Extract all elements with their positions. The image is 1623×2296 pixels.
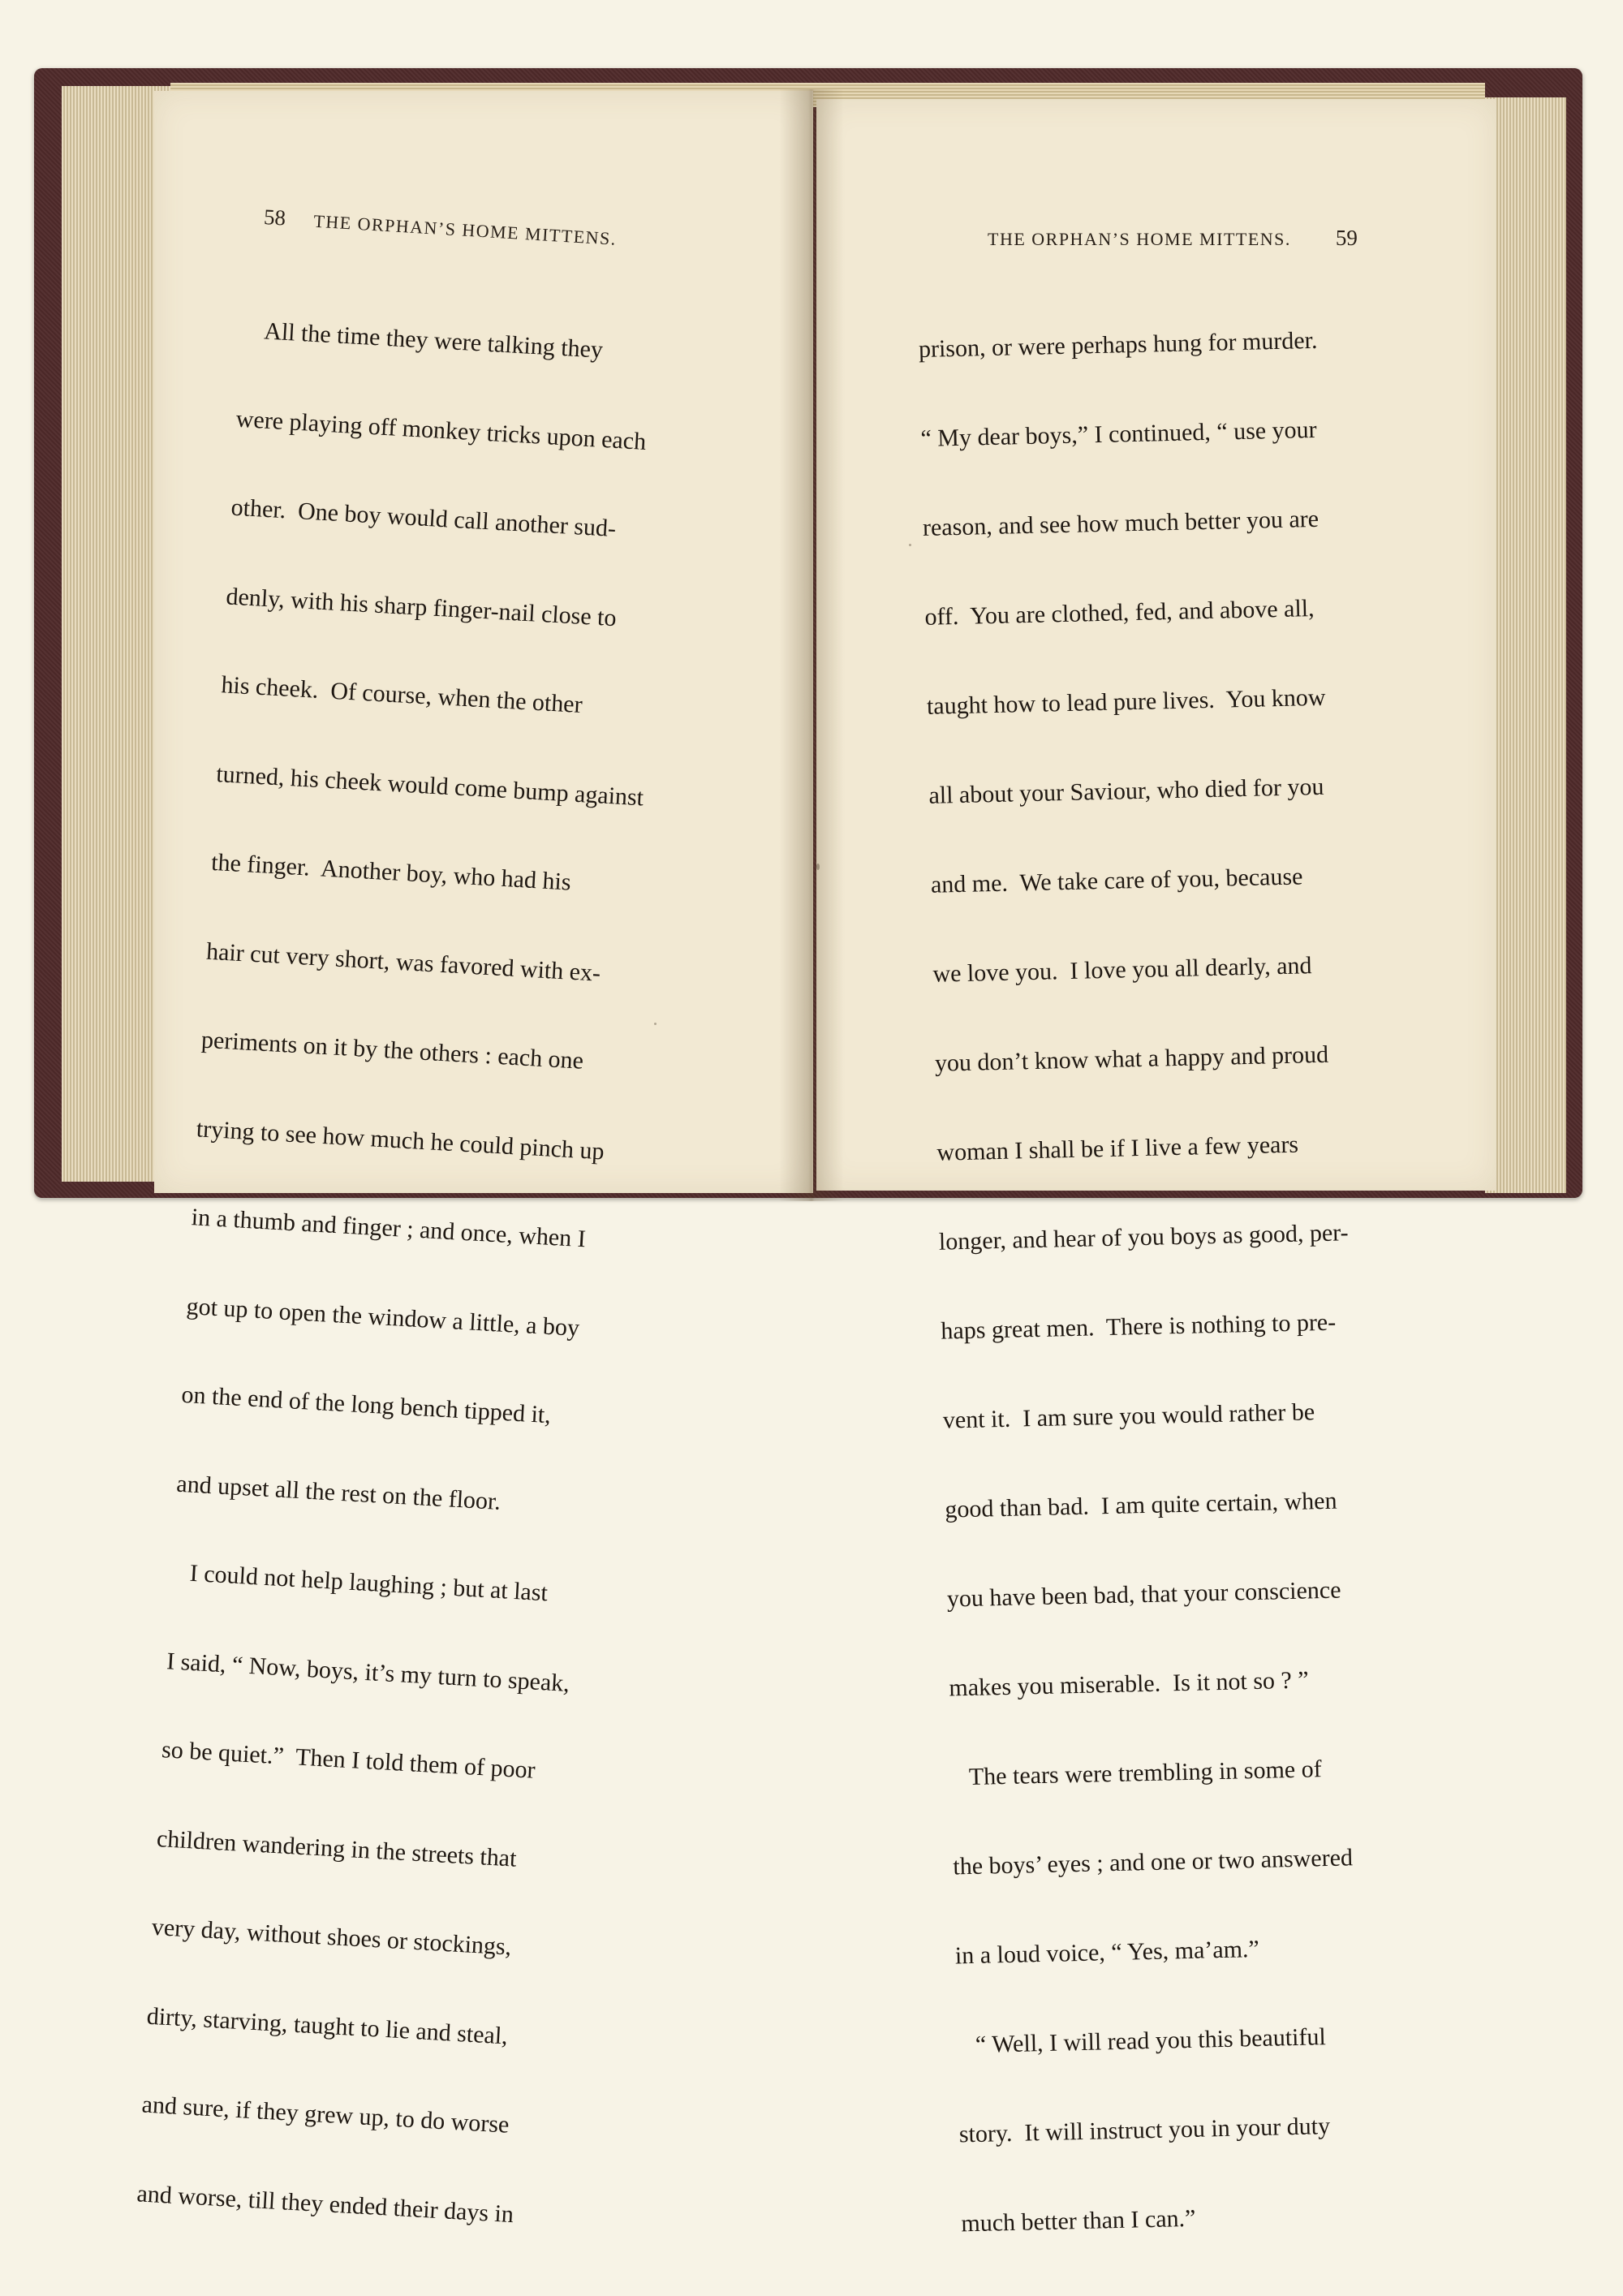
text-line: I said, “ Now, boys, it’s my turn to speak,	[166, 1647, 570, 1697]
text-line: all about your Saviour, who died for you	[928, 773, 1324, 809]
text-line: vent it. I am sure you would rather be	[942, 1398, 1315, 1434]
right-page-header	[988, 226, 1393, 251]
text-line: denly, with his sharp finger-nail close to	[225, 582, 618, 631]
text-line: All the time they were talking they	[240, 316, 604, 364]
text-line: so be quiet.” Then I told them of poor	[161, 1736, 536, 1784]
text-line: much better than I can.”	[961, 2204, 1196, 2238]
text-line: woman I shall be if I live a few years	[936, 1131, 1299, 1166]
text-line: and worse, till they ended their days in	[136, 2179, 514, 2228]
paper-blemish	[909, 544, 911, 546]
paper-blemish	[816, 864, 820, 870]
text-line: turned, his cheek would come bump against	[215, 760, 644, 811]
text-line: in a loud voice, “ Yes, ma’am.”	[954, 1935, 1260, 1970]
text-line: haps great men. There is nothing to pre-	[941, 1308, 1337, 1345]
text-line: and sure, if they grew up, to do worse	[140, 2091, 510, 2139]
paper-blemish	[654, 1023, 657, 1025]
right-running-head: THE ORPHAN’S HOME MITTENS.	[988, 229, 1291, 249]
left-page-number: 58	[263, 205, 286, 230]
text-line: children wandering in the streets that	[156, 1824, 518, 1872]
text-line: longer, and hear of you boys as good, per-	[938, 1219, 1349, 1256]
text-line: his cheek. Of course, when the other	[220, 671, 583, 719]
text-line: the finger. Another boy, who had his	[210, 848, 572, 896]
text-line: The tears were trembling in some of	[950, 1755, 1323, 1791]
text-line: taught how to lead pure lives. You know	[926, 683, 1326, 720]
text-line: I could not help laughing ; but at last	[170, 1558, 549, 1607]
text-line: story. It will instruct you in your duty	[958, 2113, 1331, 2148]
text-line: other. One boy would call another sud-	[230, 493, 617, 543]
text-line: in a thumb and finger ; and once, when I	[191, 1204, 587, 1253]
text-line: reason, and see how much better you are	[922, 505, 1319, 541]
text-line: you don’t know what a happy and proud	[934, 1040, 1329, 1077]
text-line: “ Well, I will read you this beautiful	[957, 2023, 1327, 2059]
left-running-head: THE ORPHAN’S HOME MITTENS.	[312, 210, 618, 249]
page-edges-right	[1485, 97, 1566, 1193]
text-line: trying to see how much he could pinch up	[196, 1114, 605, 1165]
text-line: the boys’ eyes ; and one or two answered	[953, 1844, 1354, 1880]
text-line: were playing off monkey tricks upon each	[235, 405, 648, 455]
text-line: “ My dear boys,” I continued, “ use your	[920, 416, 1317, 452]
text-line: good than bad. I am quite certain, when	[945, 1487, 1337, 1523]
text-line: periments on it by the others : each one	[200, 1026, 584, 1075]
text-line: off. You are clothed, fed, and above all,	[924, 595, 1315, 631]
text-line: on the end of the long bench tipped it,	[180, 1381, 552, 1429]
text-line: we love you. I love you all dearly, and	[932, 952, 1312, 988]
text-line: dirty, starving, taught to lie and steal,	[146, 2002, 509, 2049]
text-line: very day, without shoes or stockings,	[151, 1913, 513, 1961]
right-page-number: 59	[1335, 226, 1358, 250]
right-page-text	[917, 266, 1449, 2296]
book-gutter	[779, 89, 844, 1201]
text-line: and me. We take care of you, because	[930, 863, 1303, 898]
text-line: makes you miserable. Is it not so ? ”	[949, 1666, 1309, 1702]
text-line: and upset all the rest on the floor.	[175, 1470, 502, 1515]
text-line: got up to open the window a little, a boy	[185, 1292, 580, 1342]
text-line: you have been bad, that your conscience	[946, 1576, 1341, 1613]
text-line: hair cut very short, was favored with ex-	[205, 937, 601, 987]
text-line: prison, or were perhaps hung for murder.	[918, 326, 1318, 363]
